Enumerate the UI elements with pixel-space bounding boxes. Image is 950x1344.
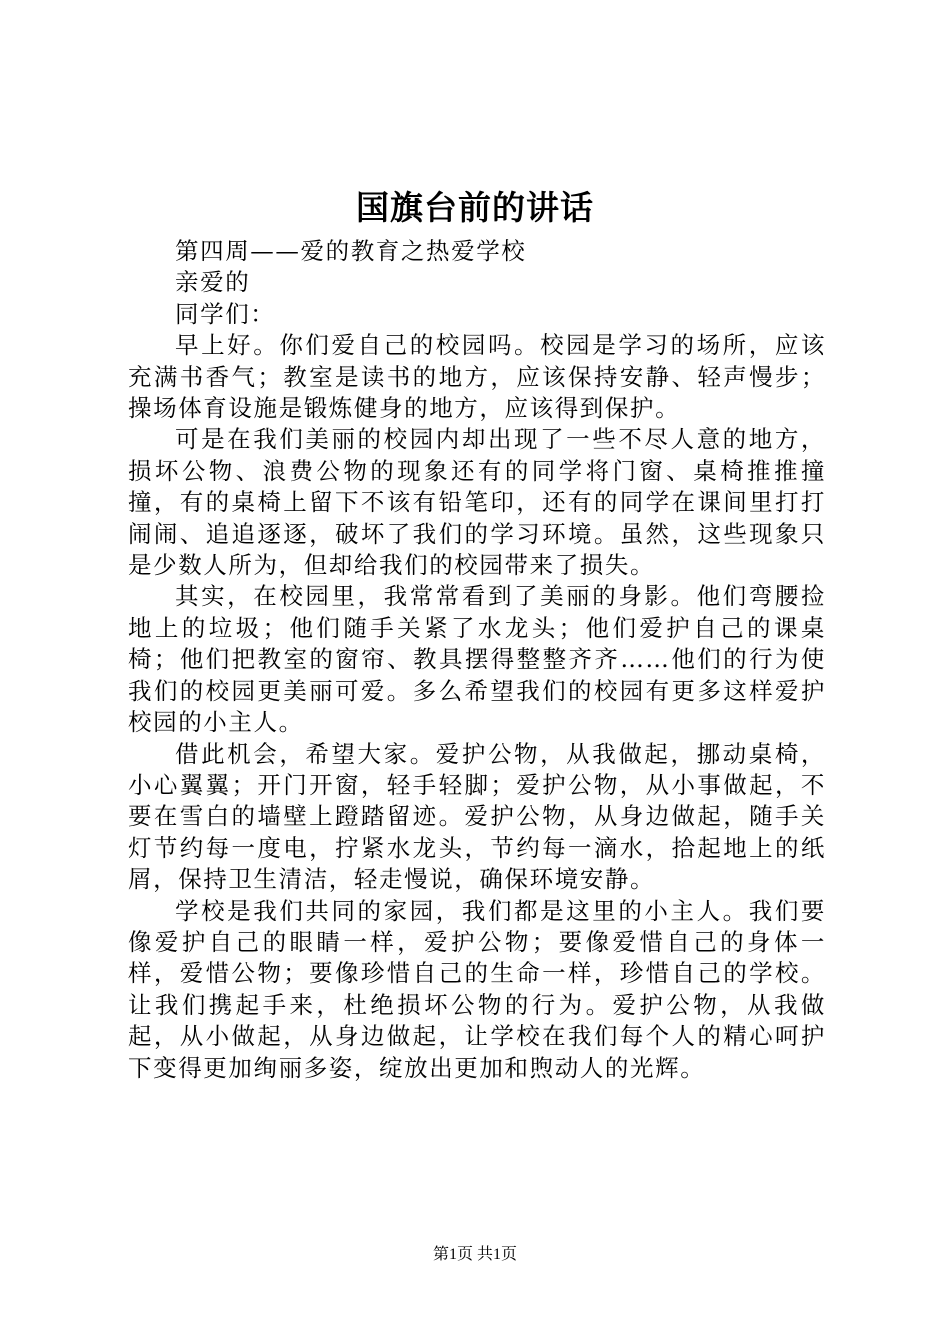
subtitle-line: 第四周——爱的教育之热爱学校 [175, 237, 527, 265]
salutation-line-1: 亲爱的 [175, 268, 251, 297]
paragraph: 早上好。你们爱自己的校园吗。校园是学习的场所，应该充满书香气；教室是读书的地方，应该保持安静、轻声慢步；操场体育设施是锻炼健身的地方，应该得到保护。 [128, 331, 826, 423]
paragraph: 可是在我们美丽的校园内却出现了一些不尽人意的地方，损坏公物、浪费公物的现象还有的同学将门窗、桌椅推推撞撞，有的桌椅上留下不该有铅笔印，还有的同学在课间里打打闹闹、追追逐逐，破坏了我们的学习环境。虽然，这些现象只是少数人所为，但却给我们的校园带来了损失。 [128, 425, 826, 580]
paragraph: 学校是我们共同的家园，我们都是这里的小主人。我们要像爱护自己的眼睛一样，爱护公物；要像爱惜自己的身体一样，爱惜公物；要像珍惜自己的生命一样，珍惜自己的学校。让我们携起手来，杜绝损坏公物的行为。爱护公物，从我做起，从小做起，从身边做起，让学校在我们每个人的精心呵护下变得更加绚丽多姿，绽放出更加和煦动人的光辉。 [128, 896, 826, 1082]
paragraph: 借此机会，希望大家。爱护公物，从我做起，挪动桌椅，小心翼翼；开门开窗，轻手轻脚；爱护公物，从小事做起，不要在雪白的墙壁上蹬踏留迹。爱护公物，从身边做起，随手关灯节约每一度电，拧紧水龙头，节约每一滴水，拾起地上的纸屑，保持卫生清洁，轻走慢说，确保环境安静。 [128, 739, 826, 894]
document-title: 国旗台前的讲话 [356, 188, 594, 227]
paragraph: 其实，在校园里，我常常看到了美丽的身影。他们弯腰捡地上的垃圾；他们随手关紧了水龙头；他们爱护自己的课桌椅；他们把教室的窗帘、教具摆得整整齐齐……他们的行为使我们的校园更美丽可爱。多么希望我们的校园有更多这样爱护校园的小主人。 [128, 582, 826, 737]
document-body [128, 236, 826, 1084]
salutation-line-2: 同学们： [175, 299, 276, 328]
page-footer: 第1页 共1页 [432, 1246, 517, 1263]
